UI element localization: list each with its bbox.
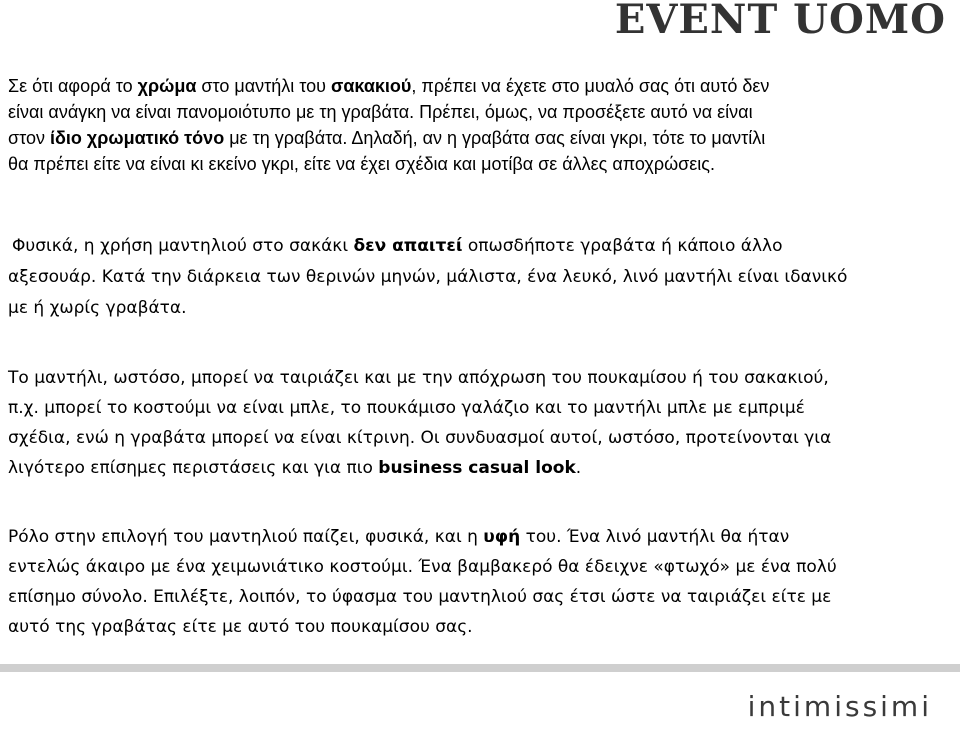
paragraph-line: [8, 453, 958, 483]
bold-run: business casual look: [378, 458, 576, 478]
text-run: , πρέπει να έχετε στο μυαλό σας ότι αυτό δεν: [411, 76, 770, 96]
paragraph-line: π.χ. μπορεί το κοστούμι να είναι μπλε, το πουκάμισο γαλάζιο και το μαντήλι μπλε με εμπριμέ: [8, 398, 805, 418]
text-run: του. Ένα λινό μαντήλι θα ήταν: [520, 527, 790, 547]
text-run: με τη γραβάτα. Δηλαδή, αν η γραβάτα σας είναι γκρι, τότε το μαντίλι: [224, 128, 766, 148]
bold-run: σακακιού: [331, 76, 412, 96]
paragraph-texture: [8, 522, 958, 642]
bold-run: υφή: [483, 527, 521, 547]
paragraph-line: σχέδια, ενώ η γραβάτα μπορεί να είναι κίτρινη. Οι συνδυασμοί αυτοί, ωστόσο, προτείνονται για: [8, 428, 832, 448]
text-run: οπωσδήποτε γραβάτα ή κάποιο άλλο: [462, 236, 783, 256]
paragraph-color: [8, 73, 958, 177]
paragraph-line: είναι ανάγκη να είναι πανομοιότυπο με τη γραβάτα. Πρέπει, όμως, να προσέξετε αυτό να είναι: [8, 102, 753, 122]
bold-run: χρώμα: [137, 76, 197, 96]
bold-run: δεν απαιτεί: [353, 236, 463, 256]
text-run: Φυσικά, η χρήση μαντηλιού στο σακάκι: [12, 236, 354, 256]
paragraph-line: με ή χωρίς γραβάτα.: [8, 298, 187, 318]
text-run: .: [575, 458, 582, 478]
paragraph-line: [8, 231, 958, 262]
paragraph-line: εντελώς άκαιρο με ένα χειμωνιάτικο κοστούμι. Ένα βαμβακερό θα έδειχνε «φτωχό» με ένα πολύ: [8, 557, 837, 577]
paragraph-line: αξεσουάρ. Κατά την διάρκεια των θερινών μηνών, μάλιστα, ένα λευκό, λινό μαντήλι είναι ιδανικό: [8, 267, 848, 287]
bold-run: ίδιο χρωματικό τόνο: [49, 128, 225, 148]
paragraph-tie-optional: [8, 231, 958, 324]
text-run: Σε ότι αφορά το: [8, 76, 138, 96]
text-run: Ρόλο στην επιλογή του μαντηλιού παίζει, φυσικά, και η: [8, 527, 484, 547]
intimissimi-logo: intimissimi: [747, 690, 932, 723]
paragraph-line: [8, 125, 958, 151]
text-run: στο μαντήλι του: [196, 76, 331, 96]
paragraph-line: επίσημο σύνολο. Επιλέξτε, λοιπόν, το ύφασμα του μαντηλιού σας έτσι ώστε να ταιριάζει είτε με: [8, 587, 832, 607]
text-run: στον: [8, 128, 50, 148]
paragraph-line: Το μαντήλι, ωστόσο, μπορεί να ταιριάζει και με την απόχρωση του πουκαμίσου ή του σακακιού,: [8, 368, 829, 388]
paragraph-line: αυτό της γραβάτας είτε με αυτό του πουκαμίσου σας.: [8, 617, 473, 637]
text-run: λιγότερο επίσημες περιστάσεις και για πιο: [8, 458, 379, 478]
footer-divider: [0, 664, 960, 672]
paragraph-line: [8, 73, 958, 99]
paragraph-shirt-match: [8, 363, 958, 483]
paragraph-line: θα πρέπει είτε να είναι κι εκείνο γκρι, είτε να έχει σχέδια και μοτίβα σε άλλες αποχρώσεις.: [8, 154, 715, 174]
brand-title: EVENT UOMO: [614, 0, 946, 43]
paragraph-line: [8, 522, 958, 552]
